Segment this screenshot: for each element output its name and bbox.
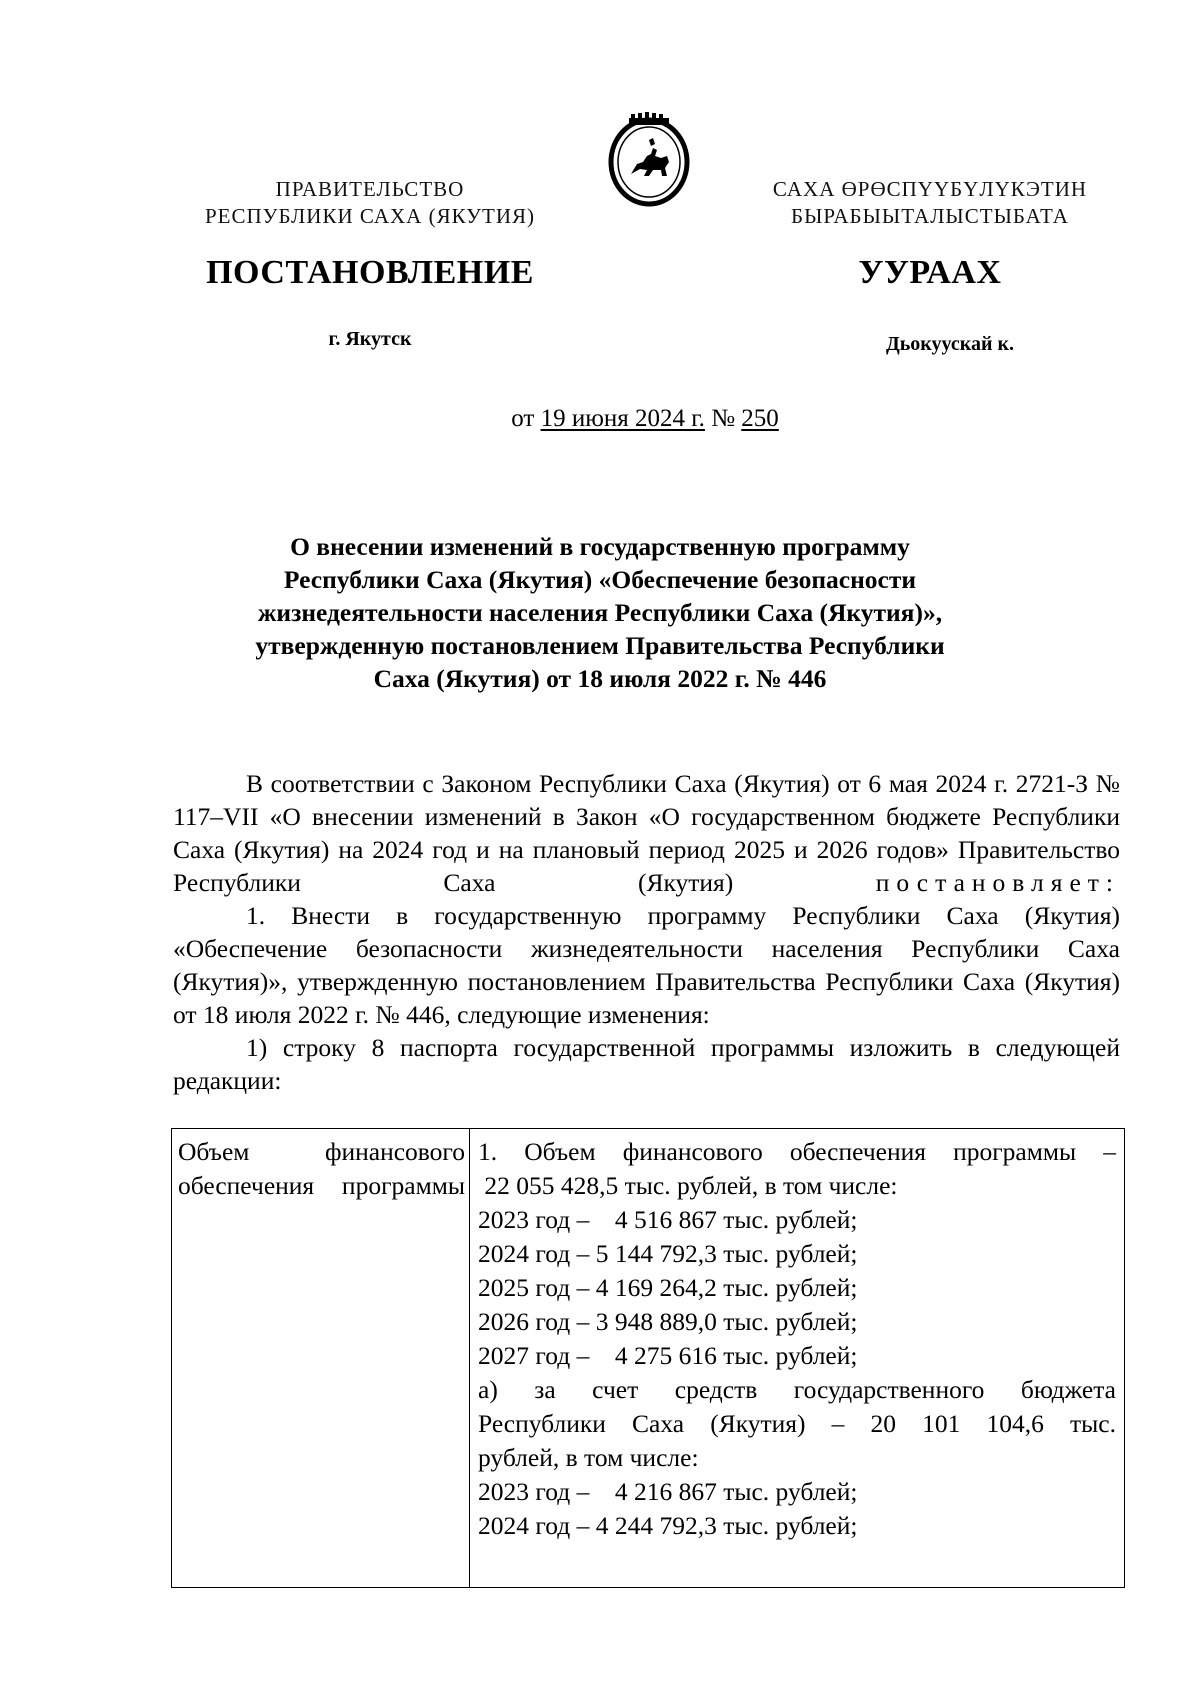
table-row bbox=[172, 1129, 1125, 1588]
government-name-ru bbox=[170, 176, 570, 230]
government-name-sah-line2: БЫРАБЫЫТАЛЫСТЫБАТА bbox=[791, 204, 1069, 228]
table-label: Объем финансового обеспечения программы bbox=[178, 1137, 465, 1200]
date-value: 19 июня 2024 г. bbox=[540, 405, 705, 432]
number-sign: № bbox=[711, 405, 736, 432]
document-number: 250 bbox=[741, 405, 779, 432]
title-line: Саха (Якутия) от 18 июля 2022 г. № 446 bbox=[373, 664, 827, 693]
table-line: 2024 год – 5 144 792,3 тыс. рублей; bbox=[478, 1239, 858, 1268]
title-line: жизнедеятельности населения Республики Саха (Якутия)», bbox=[257, 598, 943, 627]
table-line: 2024 год – 4 244 792,3 тыс. рублей; bbox=[478, 1511, 858, 1540]
table-value-cell bbox=[470, 1129, 1125, 1588]
doc-type-ru: ПОСТАНОВЛЕНИЕ bbox=[206, 254, 534, 291]
document-title bbox=[200, 530, 1000, 695]
government-name-sah bbox=[740, 176, 1120, 230]
financing-table bbox=[171, 1128, 1125, 1588]
table-line: 2027 год – 4 275 616 тыс. рублей; bbox=[478, 1341, 858, 1370]
preamble-resolve-word: постановляет: bbox=[875, 868, 1120, 897]
city-ru: г. Якутск bbox=[328, 328, 412, 350]
table-line: 2026 год – 3 948 889,0 тыс. рублей; bbox=[478, 1307, 858, 1336]
item-1-paragraph: 1. Внести в государственную программу Республики Саха (Якутия) «Обеспечение безопасности жизнедеятельности населения Республики Саха (Якутия)», утвержденную постановлением Правительства Республики Саха (Якутия) от 18 июля 2022 г. № 446, следующие изменения: bbox=[173, 901, 1120, 1029]
table-line: 2023 год – 4 516 867 тыс. рублей; bbox=[478, 1205, 858, 1234]
preamble-text: В соответствии с Законом Республики Саха (Якутия) от 6 мая 2024 г. 2721-З № 117–VII «О внесении изменений в Закон «О государственном бюджете Республики Саха (Якутия) на 2024 год и на плановый период 2025 и 2026 годов» Правительство Республики Саха (Якутия) bbox=[173, 769, 1120, 897]
table-line: 2023 год – 4 216 867 тыс. рублей; bbox=[478, 1477, 858, 1506]
title-line: Республики Саха (Якутия) «Обеспечение безопасности bbox=[283, 565, 917, 594]
table-line: рублей, в том числе: bbox=[478, 1443, 699, 1472]
table-label-cell bbox=[172, 1129, 470, 1588]
title-line: О внесении изменений в государственную программу bbox=[290, 532, 910, 561]
preamble-paragraph bbox=[173, 767, 1120, 899]
city-sah: Дьокуускай к. bbox=[885, 333, 1015, 355]
date-line bbox=[0, 405, 1200, 433]
document-body bbox=[173, 767, 1120, 1097]
doc-type-sah: УУРААХ bbox=[858, 254, 1002, 291]
government-name-ru-line2: РЕСПУБЛИКИ САХА (ЯКУТИЯ) bbox=[204, 204, 536, 228]
title-line: утвержденную постановлением Правительства Республики bbox=[255, 631, 945, 660]
date-prefix: от bbox=[511, 405, 535, 432]
table-line: а) за счет средств государственного бюджета bbox=[478, 1375, 1116, 1404]
coat-of-arms-emblem bbox=[607, 112, 691, 208]
table-line: 1. Объем финансового обеспечения программы – bbox=[478, 1137, 1116, 1166]
government-name-sah-line1: САХА ӨРӨСПҮҮБҮЛҮКЭТИН bbox=[772, 177, 1088, 201]
table-line: 22 055 428,5 тыс. рублей, в том числе: bbox=[478, 1171, 898, 1200]
item-1-1-paragraph: 1) строку 8 паспорта государственной программы изложить в следующей редакции: bbox=[173, 1033, 1120, 1095]
government-name-ru-line1: ПРАВИТЕЛЬСТВО bbox=[275, 177, 465, 201]
table-line: Республики Саха (Якутия) – 20 101 104,6 тыс. bbox=[478, 1409, 1116, 1438]
table-line: 2025 год – 4 169 264,2 тыс. рублей; bbox=[478, 1273, 858, 1302]
